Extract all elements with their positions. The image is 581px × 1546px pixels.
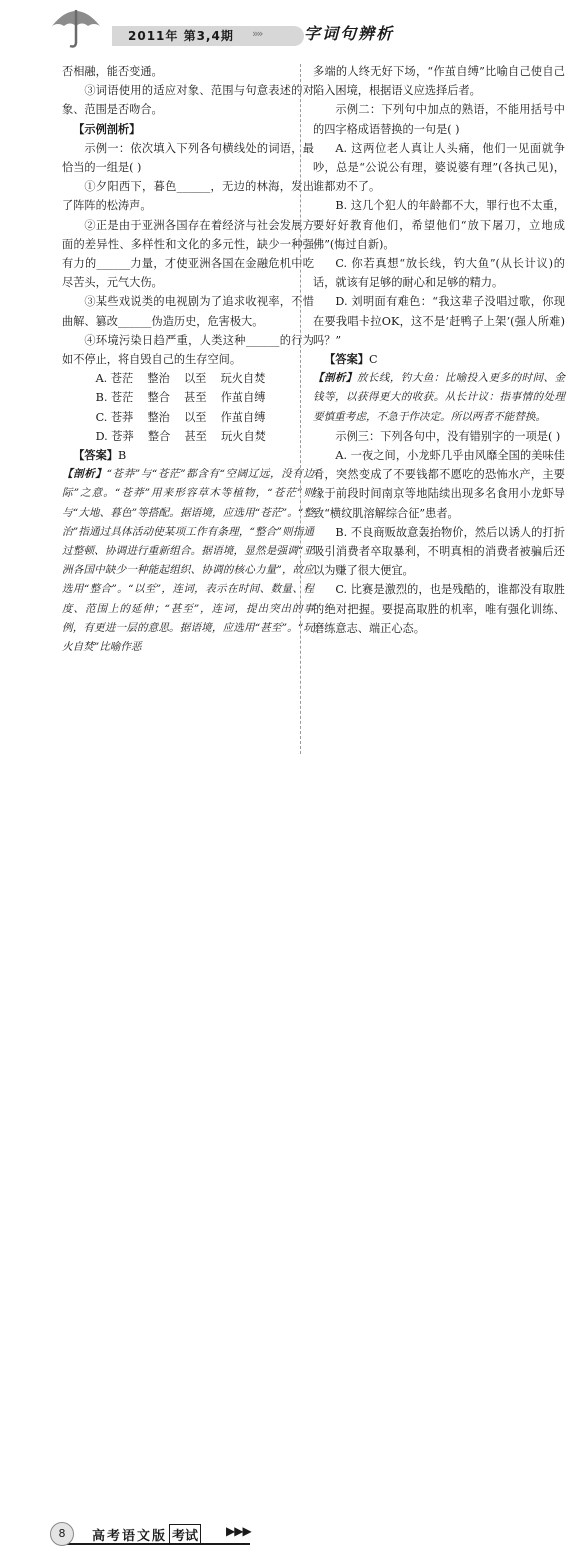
answer-line bbox=[313, 350, 565, 369]
text-paragraph: ①夕阳西下，暮色______，无边的林海，发出了阵阵的松涛声。 bbox=[62, 180, 314, 213]
analysis-text: 放长线，钓大鱼：比喻投入更多的时间、金钱等，以获得更大的收获。从长计议：指事情的处理要慎重考虑，不急于作决定。所以两者不能替换。 bbox=[313, 372, 566, 423]
arrows-icon: ▶▶▶ bbox=[226, 1524, 251, 1538]
answer-label: 【答案】 bbox=[324, 353, 369, 367]
chevrons-icon: »» bbox=[252, 27, 262, 40]
analysis-label: 【剖析】 bbox=[62, 468, 107, 481]
column-divider bbox=[300, 64, 301, 754]
text-paragraph: 示例二：下列句中加点的熟语，不能用括号中的四字格成语替换的一句是( ) bbox=[313, 103, 565, 136]
analysis-label: 【剖析】 bbox=[313, 372, 357, 385]
text-paragraph: C. 比赛是激烈的，也是残酷的，谁都没有取胜的绝对把握。要提高取胜的机率，唯有强化训练、磨练意志、端正心态。 bbox=[313, 583, 565, 635]
text-paragraph: 示例一：依次填入下列各句横线处的词语，最恰当的一组是( ) bbox=[62, 141, 314, 175]
issue-label: 2011年 第3,4期 bbox=[128, 29, 234, 43]
page-footer bbox=[0, 758, 581, 1544]
umbrella-logo-icon bbox=[48, 4, 104, 50]
page-header bbox=[0, 0, 581, 52]
text-paragraph: ②正是由于亚洲各国存在着经济与社会发展方面的差异性、多样性和文化的多元性，缺少一种强有力的______力量，才使亚洲各国在金融危机中吃尽苦头，元气大伤。 bbox=[62, 218, 314, 290]
text-paragraph: 多端的人终无好下场，“作茧自缚”比喻自己使自己陷入困境，根据语义应选择后者。 bbox=[313, 65, 565, 98]
answer-option: A. 苍茫 整治 以至 玩火自焚 bbox=[95, 372, 266, 386]
page-number: 8 bbox=[50, 1522, 74, 1546]
answer-value: B bbox=[117, 449, 127, 463]
text-paragraph: B. 这几个犯人的年龄都不大，罪行也不太重，要好好教育他们，希望他们“放下屠刀，立地成佛”(悔过自新)。 bbox=[313, 199, 565, 251]
answer-label: 【答案】 bbox=[73, 449, 118, 463]
text-paragraph: 示例三：下列各句中，没有错别字的一项是( ) bbox=[335, 429, 561, 443]
text-paragraph: B. 不良商贩故意轰抬物价，然后以诱人的打折吸引消费者卒取暴利，不明真相的消费者被骗后还以为赚了很大便宜。 bbox=[313, 525, 565, 578]
text-paragraph: A. 这两位老人真让人头痛，他们一见面就争吵，总是“公说公有理，婆说婆有理”(各执己见)，谁都劝不了。 bbox=[313, 141, 565, 194]
publication-box: 考试 bbox=[169, 1524, 201, 1545]
answer-option: D. 苍莽 整合 甚至 玩火自焚 bbox=[95, 429, 266, 443]
analysis-paragraph bbox=[313, 369, 565, 427]
text-paragraph: A. 一夜之间，小龙虾几乎由风靡全国的美味佳肴，突然变成了不要钱都不愿吃的恐怖水产，主要缘于前段时间南京等地陆续出现多名食用小龙虾导致“横纹肌溶解综合征”患者。 bbox=[313, 449, 565, 520]
text-paragraph: ③词语使用的适应对象、范围与句意表述的对象、范围是否吻合。 bbox=[62, 84, 314, 117]
answer-line bbox=[62, 446, 314, 465]
text-paragraph: 否相融，能否变通。 bbox=[62, 65, 163, 78]
analysis-paragraph bbox=[62, 465, 314, 657]
right-column bbox=[313, 62, 565, 638]
left-column bbox=[62, 62, 314, 657]
text-paragraph: D. 刘明面有难色：“我这辈子没唱过歌，你现在要我唱卡拉OK，这不是‘赶鸭子上架’(强人所难)吗？” bbox=[313, 295, 565, 347]
answer-option: C. 苍莽 整治 以至 作茧自缚 bbox=[95, 410, 266, 424]
answer-value: C bbox=[368, 353, 378, 367]
answer-option: B. 苍茫 整合 甚至 作茧自缚 bbox=[95, 391, 266, 405]
column-title: 字词句辨析 bbox=[304, 24, 395, 43]
text-paragraph: ③某些戏说类的电视剧为了追求收视率，不惜曲解、篡改______伪造历史，危害极大。 bbox=[62, 295, 314, 328]
section-heading: 【示例剖析】 bbox=[73, 122, 141, 136]
publication-name: 高考语文版 bbox=[92, 1529, 168, 1544]
analysis-text: “苍莽”与“苍茫”都含有“空阔辽远，没有边际”之意。“苍莽”用来形容草木等植物，“苍茫”则与“大地、暮色”等搭配。据语境，应选用“苍茫”。“整治”指通过具体活动使某项工作有条理，“整合”则指通过整顿、协调进行重新组合。据语境，显然是强调“亚洲各国中缺少一种能起组织、协调的核心力量”，故应选用“整合”。“以至”，连词，表示在时间、数量、程度、范围上的延伸；“甚至”，连词，提出突出的事例，有更进一层的意思。据语境，应选用“甚至”。“玩火自焚”比喻作恶 bbox=[62, 468, 315, 654]
publication-title bbox=[92, 1524, 201, 1545]
text-paragraph: ④环境污染日趋严重，人类这种______的行为如不停止，将自毁自己的生存空间。 bbox=[62, 333, 314, 367]
text-paragraph: C. 你若真想“放长线，钓大鱼”(从长计议)的话，就该有足够的耐心和足够的精力。 bbox=[313, 257, 565, 290]
